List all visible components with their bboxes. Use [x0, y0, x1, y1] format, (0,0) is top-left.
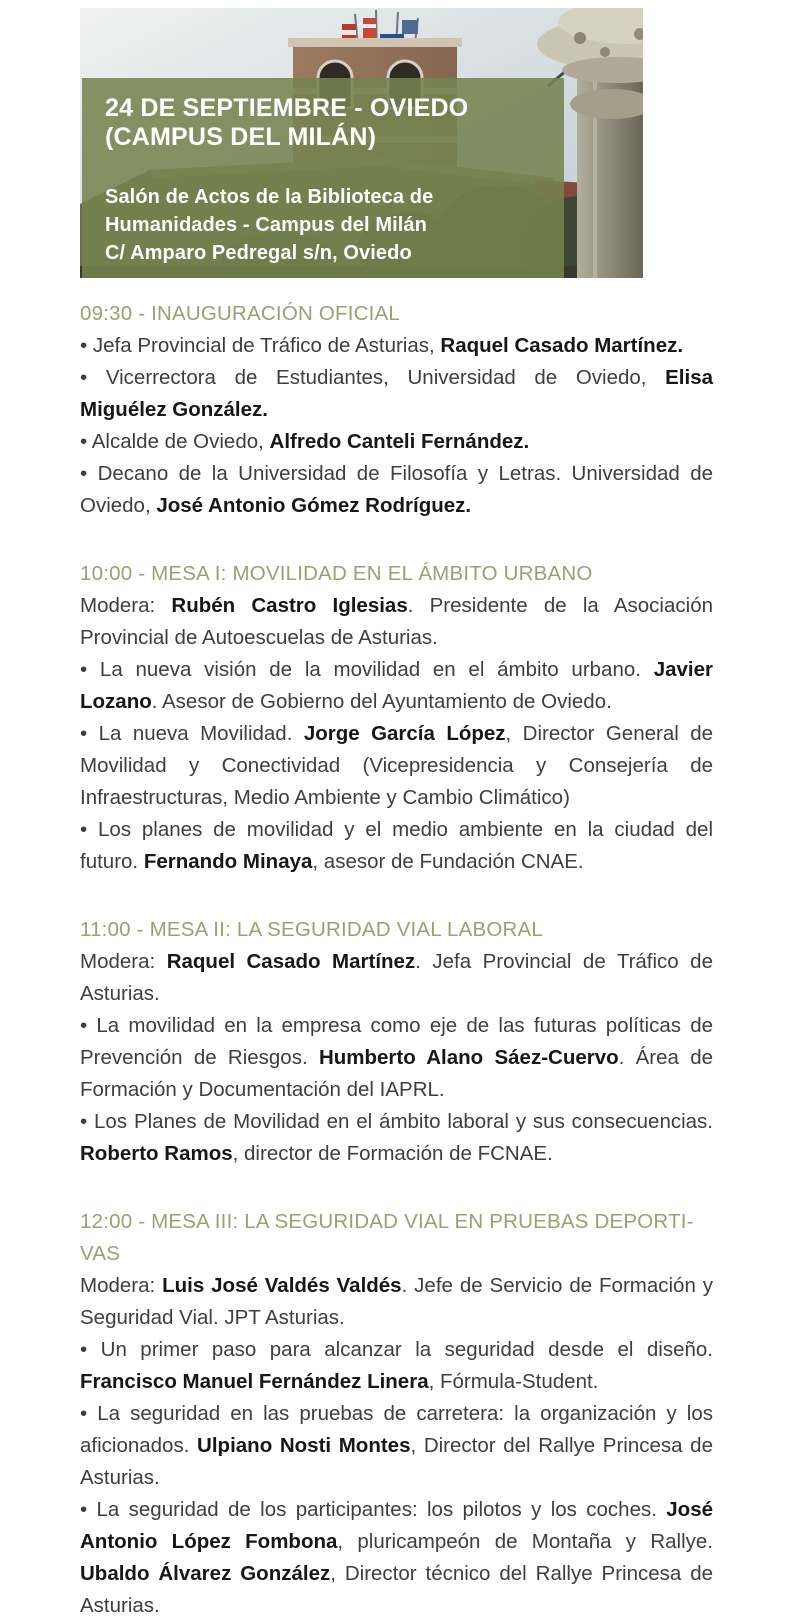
agenda-entry: [80, 1010, 713, 1106]
agenda-entry: [80, 590, 713, 654]
event-date-line1: 24 DE SEPTIEMBRE - OVIEDO: [105, 94, 469, 122]
speaker-name: Humberto Alano Sáez-Cuervo: [318, 1046, 619, 1069]
agenda-entry: [80, 1334, 713, 1398]
entry-text: . Jefe de Servicio de Formación y Seguridad Vial. JPT Asturias.: [80, 1274, 714, 1329]
speaker-name: Elisa Miguélez González.: [80, 366, 713, 421]
agenda-entry: [80, 946, 713, 1010]
session-section: [80, 298, 713, 522]
speaker-name: Ubaldo Álvarez González: [80, 1562, 331, 1585]
session-time-title: 12:00 - MESA III: LA SEGURIDAD VIAL EN PRUEBAS DEPORTI- VAS: [80, 1210, 694, 1265]
entry-text: • La movilidad en la empresa como eje de las futuras políticas de Prevención de Riesgos.: [80, 1014, 713, 1069]
speaker-name: Fernando Minaya: [143, 850, 313, 873]
session-time-title: 09:30 - INAUGURACIÓN OFICIAL: [80, 302, 401, 325]
entry-text: • La nueva visión de la movilidad en el ámbito urbano.: [80, 658, 654, 681]
schedule: [80, 298, 713, 1622]
speaker-name: Raquel Casado Martínez: [166, 950, 416, 973]
entry-text: , Director del Rallye Princesa de Asturias.: [80, 1434, 713, 1489]
venue-address-line1: Salón de Actos de la Biblioteca de: [105, 186, 434, 208]
entry-text: . Presidente de la Asociación Provincial de Autoescuelas de Asturias.: [80, 594, 713, 649]
speaker-name: Rubén Castro Iglesias: [171, 594, 408, 617]
speaker-name: Ulpiano Nosti Montes: [197, 1434, 411, 1457]
session-section: [80, 914, 713, 1170]
agenda-entry: [80, 1106, 713, 1170]
entry-text: Modera:: [80, 1274, 163, 1297]
session-time-title: 11:00 - MESA II: LA SEGURIDAD VIAL LABORAL: [80, 918, 544, 941]
entry-text: • Alcalde de Oviedo,: [80, 430, 270, 453]
entry-text: , asesor de Fundación CNAE.: [312, 850, 584, 873]
speaker-name: Jorge García López: [303, 722, 506, 745]
entry-text: . Área de Formación y Documentación del IAPRL.: [80, 1046, 713, 1101]
agenda-entry: [80, 362, 713, 426]
entry-text: • La seguridad de los participantes: los pilotos y los coches.: [80, 1498, 667, 1521]
entry-text: . Jefa Provincial de Tráfico de Asturias.: [80, 950, 713, 1005]
agenda-entry: [80, 718, 713, 814]
venue-address-line3: C/ Amparo Pedregal s/n, Oviedo: [105, 242, 412, 264]
speaker-name: Alfredo Canteli Fernández.: [269, 430, 530, 453]
speaker-name: Luis José Valdés Valdés: [162, 1274, 402, 1297]
agenda-entry: [80, 330, 713, 362]
entry-text: , director de Formación de FCNAE.: [232, 1142, 553, 1165]
event-date-title: [105, 94, 548, 152]
entry-text: • Decano de la Universidad de Filosofía y Letras. Universidad de Oviedo,: [80, 462, 713, 517]
agenda-entry: [80, 814, 713, 878]
agenda-entry: [80, 1270, 713, 1334]
entry-text: , pluricampeón de Montaña y Rallye.: [337, 1530, 713, 1553]
entry-text: • La nueva Movilidad.: [80, 722, 304, 745]
entry-text: , Fórmula-Student.: [428, 1370, 599, 1393]
event-date-line2: (CAMPUS DEL MILÁN): [105, 123, 377, 151]
entry-text: • Vicerrectora de Estudiantes, Universidad de Oviedo,: [80, 366, 666, 389]
entry-text: , Director General de Movilidad y Conectividad (Vicepresidencia y Consejería de Infraestructuras, Medio Ambiente y Cambio Climático): [80, 722, 714, 809]
agenda-entry: [80, 426, 713, 458]
session-time-title: 10:00 - MESA I: MOVILIDAD EN EL ÁMBITO URBANO: [80, 562, 593, 585]
entry-text: Modera:: [80, 950, 167, 973]
speaker-name: José Antonio López Fombona: [80, 1498, 713, 1553]
venue-address: [105, 183, 548, 267]
session-section: [80, 1206, 713, 1622]
header-photo: [80, 8, 643, 278]
entry-text: , Director técnico del Rallye Princesa de Asturias.: [80, 1562, 713, 1617]
entry-text: • Los planes de movilidad y el medio ambiente en la ciudad del futuro.: [80, 818, 713, 873]
entry-text: • Los Planes de Movilidad en el ámbito laboral y sus consecuencias.: [80, 1110, 713, 1133]
speaker-name: Raquel Casado Martínez.: [440, 334, 684, 357]
entry-text: • Jefa Provincial de Tráfico de Asturias,: [80, 334, 441, 357]
speaker-name: José Antonio Gómez Rodríguez.: [156, 494, 472, 517]
speaker-name: Francisco Manuel Fernández Linera: [80, 1370, 429, 1393]
entry-text: • Un primer paso para alcanzar la seguridad desde el diseño.: [80, 1338, 713, 1361]
entry-text: • La seguridad en las pruebas de carretera: la organización y los aficionados.: [80, 1402, 713, 1457]
entry-text: . Asesor de Gobierno del Ayuntamiento de Oviedo.: [151, 690, 612, 713]
header-overlay: [82, 78, 564, 278]
agenda-entry: [80, 654, 713, 718]
agenda-entry: [80, 1494, 713, 1622]
session-section: [80, 558, 713, 878]
speaker-name: Javier Lozano: [80, 658, 713, 713]
agenda-entry: [80, 1398, 713, 1494]
venue-address-line2: Humanidades - Campus del Milán: [105, 214, 427, 236]
entry-text: Modera:: [80, 594, 172, 617]
agenda-entry: [80, 458, 713, 522]
speaker-name: Roberto Ramos: [80, 1142, 233, 1165]
